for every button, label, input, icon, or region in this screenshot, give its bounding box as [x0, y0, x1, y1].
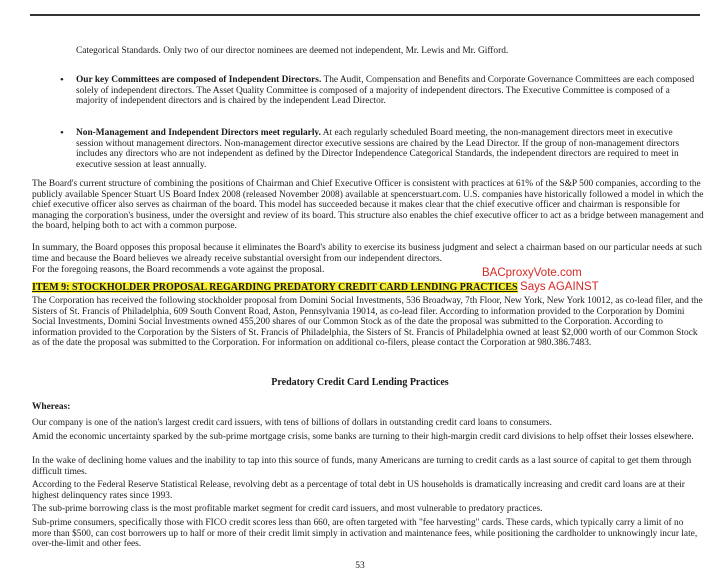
- paragraph-structure: The Board's current structure of combining the positions of Chairman and Chief Executive Officer is consistent with practices at 61% of the S&P 500 companies, according to the publicly available Spencer Stuart US Board Index 2008 (released November 2008) available at spencerstuart.com. U.S. companies have historically followed a model in which the chief executive officer also serves as chairman of the board. This model has succeeded because it makes clear that the chief executive officer and chairman is responsible for managing the corporation's business, under the oversight and review of its board. This structure also enables the chief executive officer to act as a bridge between management and the board, helping both to act with a common purpose.: [32, 179, 704, 232]
- proposal-intro: The Corporation has received the following stockholder proposal from Domini Social Investments, 536 Broadway, 7th Floor, New York, New York 10012, as co-lead filer, and the Sisters of St. Francis of Philadelphia, 609 South Convent Road, Aston, Pennsylvania 19014, as co-lead filer. According to information provided to the Corporation by Domini Social Investments, Domini Social Investments owned 455,200 shares of our Common Stock as of the date the proposal was submitted to the Corporation. According to information provided to the Corporation by the Sisters of St. Francis of Philadelphia, the Sisters of St. Francis of Philadelphia owned at least $2,000 worth of our Common Stock as of the date the proposal was submitted to the Corporation. For information on additional co-filers, please contact the Corporation at 980.386.7483.: [32, 296, 703, 349]
- intro-line: Categorical Standards. Only two of our director nominees are deemed not independent, Mr. Lewis and Mr. Gifford.: [76, 46, 509, 56]
- item-heading: [32, 281, 706, 294]
- item-heading-text: ITEM 9: STOCKHOLDER PROPOSAL REGARDING PREDATORY CREDIT CARD LENDING PRACTICES: [32, 282, 518, 293]
- bullet-committees-text: The Audit, Compensation and Benefits and Corporate Governance Committees are each composed solely of independent directors. The Asset Quality Committee is composed of a majority of independent directors. The Executive Committee is composed of a majority of independent directors and is chaired by the independent Lead Director.: [76, 75, 695, 107]
- proposal-title: Predatory Credit Card Lending Practices: [271, 377, 449, 388]
- whereas-paragraph: Sub-prime consumers, specifically those with FICO credit scores less than 660, are often targeted with "fee harvesting" cards. These cards, which typically carry a limit of no more than $500, can cost borrowers up to half or more of their credit limit simply in activation and maintenance fees, while positioning the cardholder to unknowingly incur late, over-the-limit and other fees.: [32, 518, 698, 550]
- page-number: 53: [355, 561, 365, 571]
- bullet-icon: •: [60, 127, 64, 139]
- paragraph-recommendation: For the foregoing reasons, the Board recommends a vote against the proposal.: [32, 265, 325, 275]
- says-against-label: Says AGAINST: [520, 281, 599, 293]
- bullet-committees: [76, 75, 696, 107]
- whereas-paragraph: Amid the economic uncertainty sparked by the sub-prime mortgage crisis, some banks are turning to their high-margin credit card divisions to help offset their losses elsewhere.: [32, 432, 694, 442]
- bullet-meetings: [76, 128, 696, 170]
- whereas-paragraph: The sub-prime borrowing class is the most profitable market segment for credit card issuers, and most vulnerable to predatory practices.: [32, 504, 543, 514]
- watermark-link[interactable]: BACproxyVote.com: [482, 267, 582, 279]
- bullet-meetings-bold: Non-Management and Independent Directors meet regularly.: [76, 128, 321, 138]
- whereas-paragraph: According to the Federal Reserve Statistical Release, revolving debt as a percentage of total debt in US households is dramatically increasing and credit card loans are at their highest delinquency rates since 1993.: [32, 480, 685, 501]
- paragraph-summary: In summary, the Board opposes this proposal because it eliminates the Board's ability to exercise its business judgment and select a chairman based on our particular needs at such time and because the Board believes we already receive substantial oversight from our independent directors.: [32, 243, 702, 264]
- bullet-committees-bold: Our key Committees are composed of Independent Directors.: [76, 75, 322, 85]
- bullet-icon: •: [60, 74, 64, 86]
- whereas-paragraph: In the wake of declining home values and the inability to tap into this source of funds, many Americans are turning to credit cards as a last source of capital to get them through difficult times.: [32, 456, 692, 477]
- bullet-meetings-text: At each regularly scheduled Board meeting, the non-management directors meet in executive session without management directors. Non-management director executive sessions are chaired by the Lead Director. If the group of non-management directors includes any directors who are not independent as defined by the Director Independence Categorical Standards, the independent directors are required to meet in executive session at least annually.: [76, 128, 680, 170]
- whereas-paragraph: Our company is one of the nation's largest credit card issuers, with tens of billions of dollars in outstanding credit card loans to consumers.: [32, 418, 552, 428]
- top-rule: [30, 14, 700, 16]
- whereas-label: Whereas:: [32, 402, 71, 412]
